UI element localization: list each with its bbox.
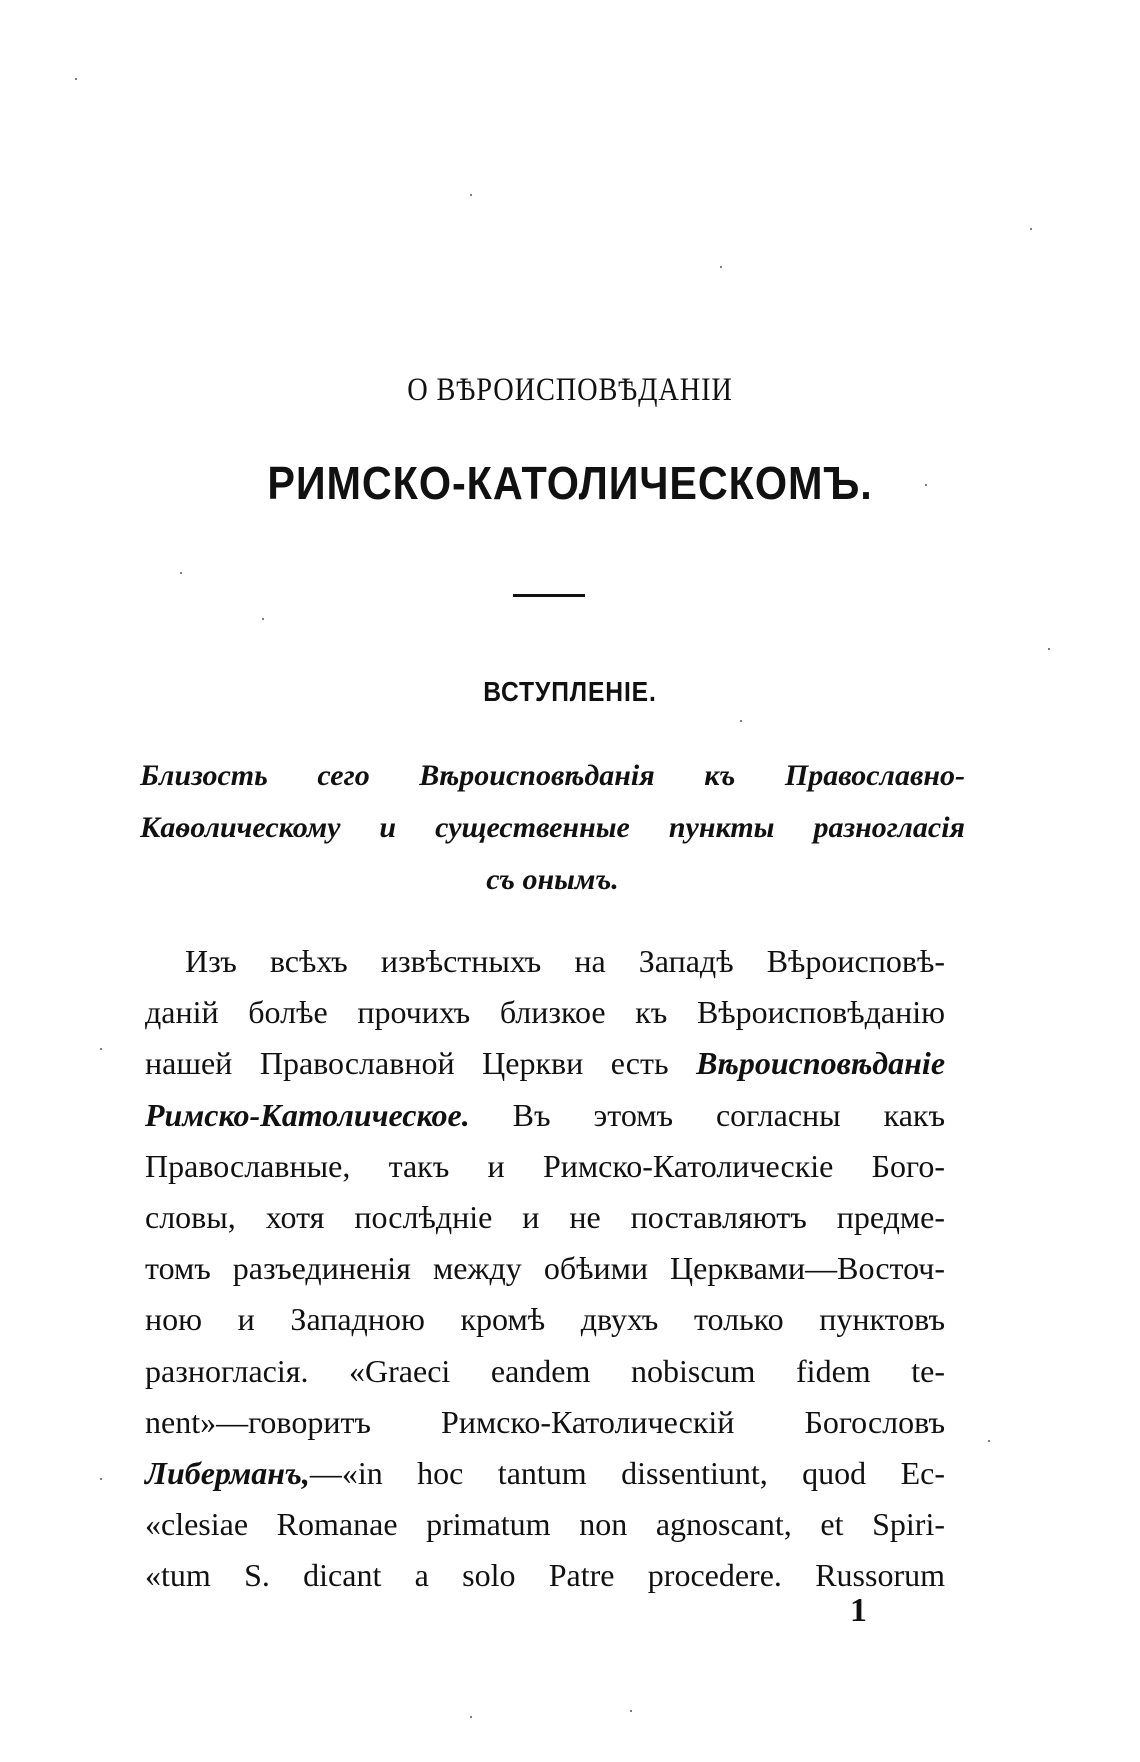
summary-line: съ онымъ. bbox=[486, 863, 619, 896]
scan-speck bbox=[100, 1048, 102, 1050]
body-line-text: Въ этомъ согласны какъ bbox=[512, 1096, 946, 1133]
body-line: Изъ всѣхъ извѣстныхъ на Западѣ Вѣроисповѣ- bbox=[185, 943, 945, 979]
body-line bbox=[145, 1038, 945, 1089]
title-line-1: О ВѢРОИСПОВѢДАНІИ bbox=[407, 372, 733, 408]
body-line: ною и Западною кромѣ двухъ только пунктовъ bbox=[145, 1301, 945, 1338]
body-line: даній болѣе прочихъ близкое къ Вѣроисповѣданію bbox=[145, 994, 945, 1031]
scan-speck bbox=[75, 78, 77, 80]
scan-speck bbox=[262, 618, 264, 620]
summary-line: Каѳолическому и существенные пункты разногласія bbox=[140, 811, 965, 844]
body-line bbox=[145, 1448, 945, 1499]
scan-speck bbox=[470, 1716, 472, 1718]
body-line-text: —«in hoc tantum dissentiunt, quod Ec- bbox=[309, 1455, 945, 1492]
scan-speck bbox=[925, 484, 927, 486]
body-line: томъ разъединенія между обѣими Церквами—Восточ- bbox=[145, 1250, 945, 1287]
body-line: словы, хотя послѣдніе и не поставляютъ предме- bbox=[145, 1199, 945, 1236]
scan-speck bbox=[720, 266, 722, 268]
emphasis: Римско-Католическое. bbox=[145, 1096, 470, 1133]
body-line: nent»—говоритъ Римско-Католическій Богословъ bbox=[145, 1403, 945, 1440]
body-line: разногласія. «Graeci eandem nobiscum fidem te- bbox=[145, 1352, 945, 1389]
section-heading: ВСТУПЛЕНІЕ. bbox=[483, 676, 657, 707]
body-paragraph bbox=[145, 936, 945, 1602]
emphasis: Либерманъ, bbox=[145, 1455, 310, 1492]
page-number: 1 bbox=[850, 1592, 867, 1629]
body-line: Православные, такъ и Римско-Католическіе Бого- bbox=[145, 1147, 945, 1184]
title-line-2: РИМСКО-КАТОЛИЧЕСКОМЪ. bbox=[267, 457, 873, 509]
title-divider bbox=[513, 594, 585, 597]
body-line-text: нашей Православной Церкви есть bbox=[145, 1045, 669, 1082]
body-line bbox=[145, 1090, 945, 1141]
scan-speck bbox=[1030, 228, 1032, 230]
scan-speck bbox=[180, 572, 182, 574]
scan-speck bbox=[740, 720, 742, 722]
summary-line: Близость сего Вѣроисповѣданія къ Православно- bbox=[140, 759, 965, 792]
scan-speck bbox=[470, 194, 472, 196]
scan-speck bbox=[100, 1478, 102, 1480]
emphasis: Вѣроисповѣданіе bbox=[696, 1045, 946, 1082]
scan-speck bbox=[988, 1440, 990, 1442]
body-line: «clesiae Romanae primatum non agnoscant, et Spiri- bbox=[145, 1506, 945, 1543]
scan-speck bbox=[630, 1710, 632, 1712]
section-summary bbox=[140, 750, 965, 906]
scan-speck bbox=[1048, 648, 1050, 650]
body-line: «tum S. dicant a solo Patre procedere. Russorum bbox=[145, 1557, 945, 1594]
